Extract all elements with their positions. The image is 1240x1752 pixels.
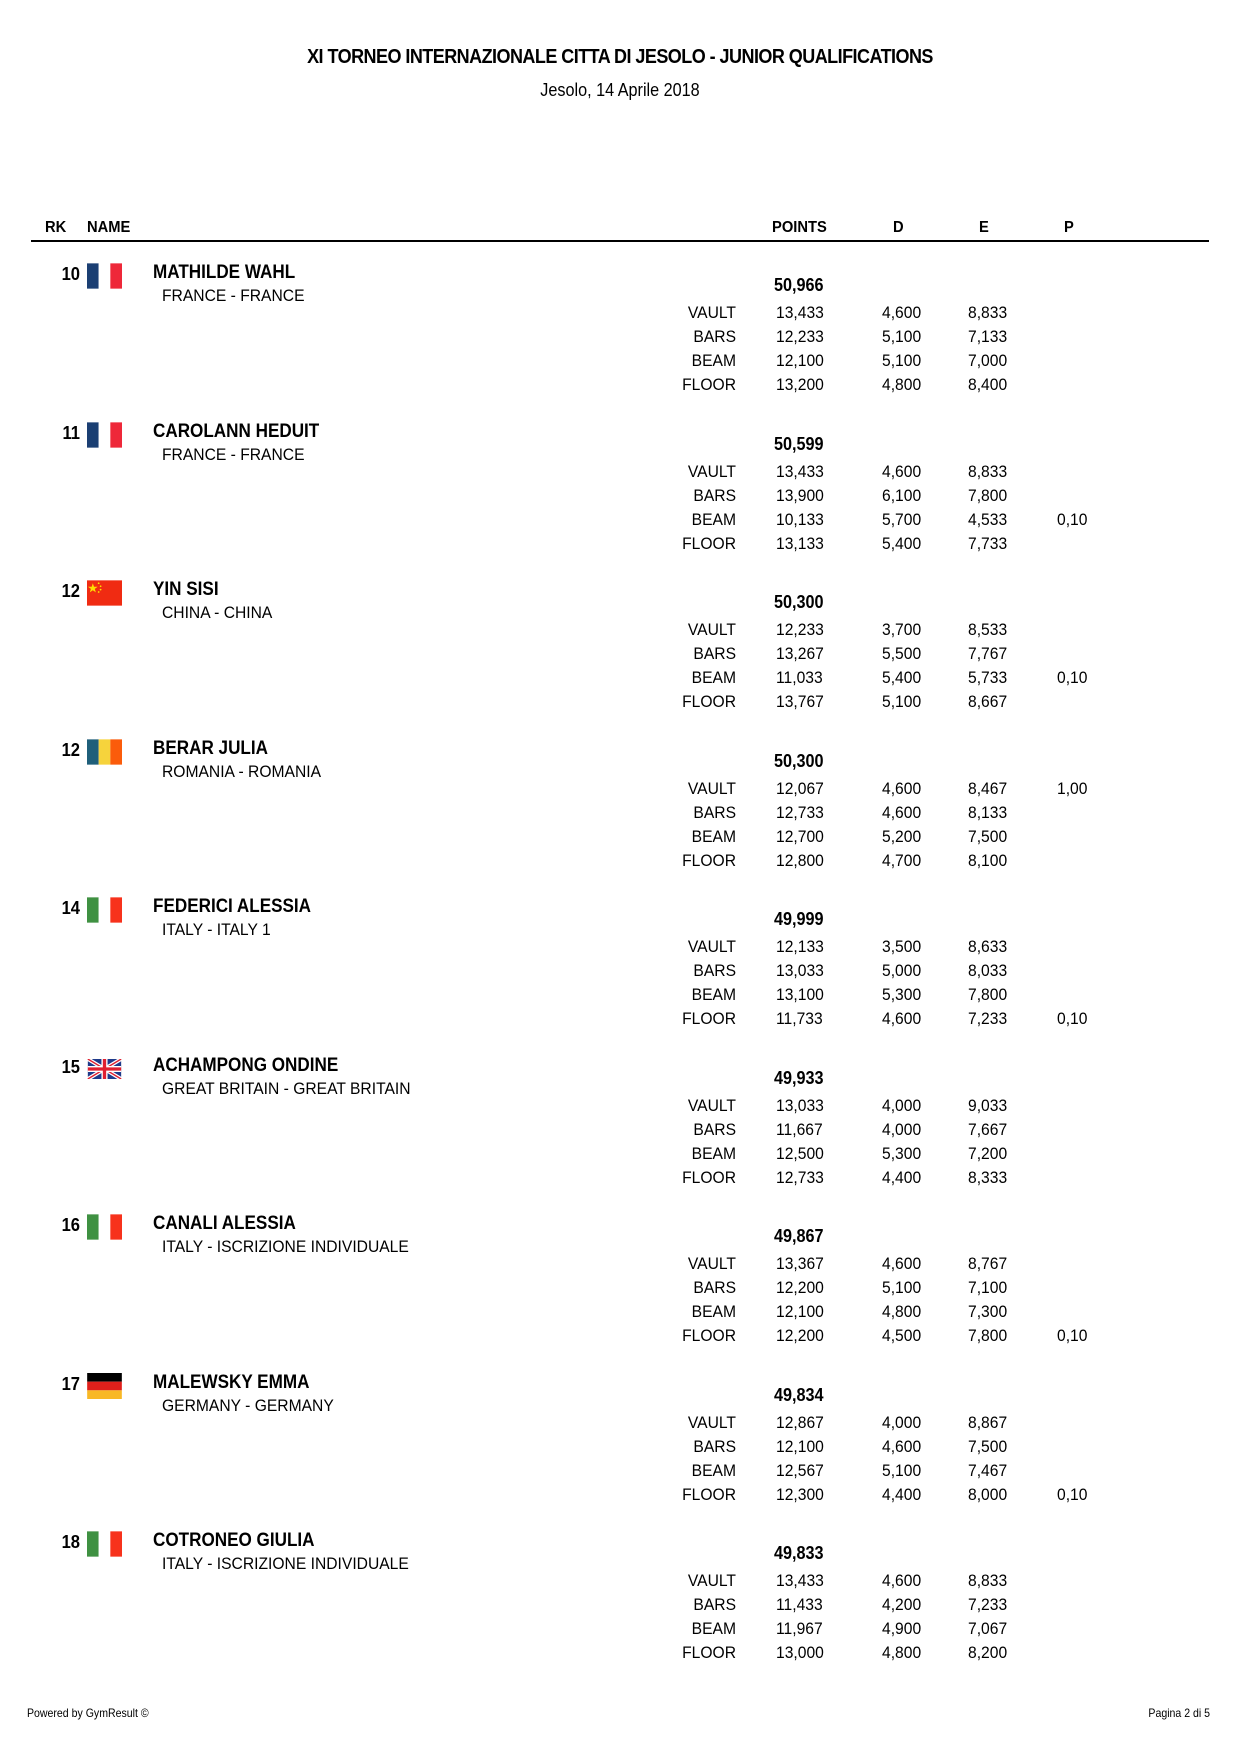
document-subtitle: Jesolo, 14 Aprile 2018 [540,80,700,100]
apparatus-e-score: 7,800 [968,985,1008,1004]
apparatus-d-score: 3,700 [882,620,922,639]
apparatus-name: BEAM [691,826,736,846]
apparatus-points: 12,100 [776,1436,824,1456]
apparatus-penalty: 0,10 [1057,1484,1088,1504]
apparatus-row [0,1096,1240,1120]
apparatus-row [0,1595,1240,1619]
apparatus-name: BARS [693,1278,736,1297]
athlete-team: GERMANY - GERMANY [162,1395,334,1415]
apparatus-name: BARS [693,1119,736,1139]
apparatus-row [0,534,1240,558]
athlete-rank: 15 [61,1056,80,1077]
apparatus-points: 12,500 [776,1143,824,1163]
apparatus-d-score: 5,300 [882,985,922,1004]
apparatus-row [0,1120,1240,1144]
flag-china-icon [87,580,122,606]
apparatus-d-score: 5,100 [882,351,922,370]
apparatus-name: VAULT [687,1254,736,1273]
apparatus-points: 12,233 [776,620,824,639]
apparatus-d-score: 4,000 [882,1412,922,1432]
apparatus-points: 13,033 [776,1095,824,1115]
apparatus-d-score: 4,700 [882,850,922,870]
apparatus-points: 12,100 [776,351,824,370]
apparatus-e-score: 7,800 [968,1326,1008,1345]
athlete-total-points: 50,966 [774,275,824,295]
apparatus-d-score: 5,100 [882,327,922,346]
athlete-name: COTRONEO GIULIA [153,1530,315,1551]
apparatus-row [0,961,1240,985]
apparatus-d-score: 4,800 [882,375,922,394]
apparatus-points: 11,433 [776,1595,823,1614]
apparatus-points: 13,767 [776,692,824,711]
athlete-name: YIN SISI [153,579,219,600]
apparatus-points: 12,067 [776,778,824,798]
apparatus-name: BARS [693,485,736,505]
apparatus-points: 12,867 [776,1412,824,1432]
apparatus-e-score: 7,500 [968,1436,1008,1456]
apparatus-row [0,803,1240,827]
column-header-rk: RK [45,219,67,236]
apparatus-name: VAULT [687,303,736,322]
apparatus-name: BEAM [691,351,736,370]
athlete-entry [0,1199,1240,1359]
athlete-entry [0,882,1240,1042]
apparatus-d-score: 4,600 [882,802,922,822]
apparatus-row [0,1254,1240,1278]
apparatus-name: VAULT [687,1095,736,1115]
apparatus-e-score: 8,000 [968,1484,1008,1504]
flag-italy-icon [87,1531,122,1557]
apparatus-points: 12,200 [776,1278,824,1297]
apparatus-points: 13,133 [776,533,824,553]
apparatus-d-score: 5,000 [882,961,922,980]
column-header-e: E [979,219,989,236]
athlete-team: GREAT BRITAIN - GREAT BRITAIN [162,1078,411,1098]
apparatus-e-score: 7,300 [968,1302,1008,1321]
athlete-rank: 12 [61,739,80,760]
apparatus-points: 13,367 [776,1254,824,1273]
apparatus-name: FLOOR [682,1643,736,1662]
athlete-name: MATHILDE WAHL [153,262,296,283]
apparatus-name: FLOOR [682,1167,736,1187]
footer-page-number: Pagina 2 di 5 [1148,1706,1210,1720]
apparatus-points: 12,800 [776,850,824,870]
apparatus-e-score: 8,833 [968,1571,1008,1590]
athlete-total-points: 49,867 [774,1226,824,1246]
apparatus-row [0,1571,1240,1595]
apparatus-name: FLOOR [682,1009,736,1028]
apparatus-name: BARS [693,644,736,663]
apparatus-points: 11,667 [776,1119,823,1139]
apparatus-points: 11,033 [776,668,823,687]
apparatus-name: BEAM [691,1143,736,1163]
apparatus-points: 11,967 [776,1619,823,1638]
flag-great-britain-icon [87,1056,122,1082]
flag-germany-icon [87,1373,122,1399]
apparatus-d-score: 4,600 [882,1571,922,1590]
athlete-entry [0,407,1240,567]
apparatus-penalty: 0,10 [1057,509,1088,529]
athlete-entry [0,565,1240,725]
apparatus-name: BARS [693,1595,736,1614]
apparatus-e-score: 7,067 [968,1619,1008,1638]
apparatus-penalty: 1,00 [1057,778,1088,798]
apparatus-row [0,351,1240,375]
apparatus-points: 13,433 [776,461,824,481]
apparatus-penalty: 0,10 [1057,668,1088,687]
apparatus-d-score: 4,200 [882,1595,922,1614]
apparatus-d-score: 5,300 [882,1143,922,1163]
apparatus-row [0,1278,1240,1302]
apparatus-name: BEAM [691,668,736,687]
athlete-rank: 14 [61,898,80,918]
apparatus-points: 12,133 [776,937,824,956]
apparatus-points: 10,133 [776,509,824,529]
apparatus-name: FLOOR [682,375,736,394]
apparatus-row [0,375,1240,399]
apparatus-points: 12,733 [776,1167,824,1187]
apparatus-e-score: 7,733 [968,533,1008,553]
apparatus-row [0,985,1240,1009]
apparatus-row [0,692,1240,716]
athlete-team: ITALY - ISCRIZIONE INDIVIDUALE [162,1554,409,1573]
apparatus-e-score: 7,233 [968,1595,1008,1614]
apparatus-e-score: 8,333 [968,1167,1008,1187]
apparatus-d-score: 4,800 [882,1643,922,1662]
apparatus-e-score: 7,200 [968,1143,1008,1163]
athlete-entry [0,1041,1240,1201]
athlete-entry [0,1516,1240,1676]
apparatus-points: 13,433 [776,303,824,322]
apparatus-e-score: 8,200 [968,1643,1008,1662]
apparatus-row [0,327,1240,351]
apparatus-e-score: 7,233 [968,1009,1008,1028]
apparatus-points: 12,567 [776,1460,824,1480]
athlete-name: CAROLANN HEDUIT [153,420,320,442]
flag-romania-icon [87,739,122,765]
apparatus-row [0,462,1240,486]
apparatus-row [0,1413,1240,1437]
apparatus-points: 12,100 [776,1302,824,1321]
footer-powered-by: Powered by GymResult © [27,1706,149,1720]
athlete-rank: 10 [61,264,80,284]
apparatus-row [0,1168,1240,1192]
apparatus-points: 13,433 [776,1571,824,1590]
apparatus-e-score: 8,033 [968,961,1008,980]
apparatus-row [0,937,1240,961]
apparatus-d-score: 3,500 [882,937,922,956]
apparatus-e-score: 7,667 [968,1119,1008,1139]
apparatus-name: VAULT [687,1412,736,1432]
apparatus-d-score: 5,200 [882,826,922,846]
apparatus-row [0,303,1240,327]
apparatus-e-score: 7,133 [968,327,1008,346]
apparatus-d-score: 4,000 [882,1119,922,1139]
flag-france-icon [87,422,122,448]
column-header-points: POINTS [772,219,827,236]
apparatus-row [0,1144,1240,1168]
athlete-team: ITALY - ISCRIZIONE INDIVIDUALE [162,1237,409,1256]
document-title: XI TORNEO INTERNAZIONALE CITTA DI JESOLO - JUNIOR QUALIFICATIONS [307,46,933,68]
apparatus-name: BARS [693,961,736,980]
column-header-p: P [1064,219,1074,236]
apparatus-name: VAULT [687,778,736,798]
apparatus-d-score: 6,100 [882,485,922,505]
apparatus-row [0,827,1240,851]
apparatus-name: BEAM [691,509,736,529]
apparatus-d-score: 5,100 [882,1278,922,1297]
athlete-rank: 16 [61,1215,80,1235]
apparatus-e-score: 8,867 [968,1412,1008,1432]
apparatus-name: BEAM [691,1460,736,1480]
apparatus-e-score: 4,533 [968,509,1008,529]
apparatus-e-score: 9,033 [968,1095,1008,1115]
athlete-rank: 12 [61,581,80,601]
athlete-name: FEDERICI ALESSIA [153,896,312,917]
athlete-entry [0,724,1240,884]
athlete-total-points: 50,599 [774,433,824,454]
apparatus-e-score: 8,767 [968,1254,1008,1273]
apparatus-row [0,668,1240,692]
apparatus-name: VAULT [687,937,736,956]
apparatus-name: BEAM [691,1619,736,1638]
apparatus-points: 12,700 [776,826,824,846]
header-divider [31,240,1209,242]
athlete-entry [0,1358,1240,1518]
apparatus-row [0,1437,1240,1461]
athlete-name: BERAR JULIA [153,737,268,759]
apparatus-points: 13,200 [776,375,824,394]
apparatus-e-score: 5,733 [968,668,1008,687]
apparatus-e-score: 7,000 [968,351,1008,370]
apparatus-points: 13,033 [776,961,824,980]
apparatus-d-score: 4,600 [882,778,922,798]
apparatus-row [0,644,1240,668]
apparatus-d-score: 4,000 [882,1095,922,1115]
apparatus-points: 11,733 [776,1009,823,1028]
apparatus-penalty: 0,10 [1057,1326,1088,1345]
apparatus-e-score: 8,100 [968,850,1008,870]
apparatus-row [0,510,1240,534]
athlete-total-points: 49,834 [774,1384,824,1405]
apparatus-d-score: 4,600 [882,461,922,481]
apparatus-d-score: 4,600 [882,303,922,322]
athlete-total-points: 50,300 [774,592,824,612]
apparatus-points: 13,100 [776,985,824,1004]
apparatus-name: VAULT [687,461,736,481]
athlete-entry [0,248,1240,408]
apparatus-name: BARS [693,327,736,346]
flag-france-icon [87,263,122,289]
apparatus-e-score: 8,667 [968,692,1008,711]
column-header-d: D [893,219,904,236]
apparatus-e-score: 7,767 [968,644,1008,663]
apparatus-d-score: 4,400 [882,1167,922,1187]
apparatus-points: 13,000 [776,1643,824,1662]
apparatus-name: VAULT [687,620,736,639]
apparatus-points: 12,200 [776,1326,824,1345]
apparatus-row [0,1643,1240,1667]
apparatus-points: 13,900 [776,485,824,505]
column-header-name: NAME [87,219,131,236]
athlete-rank: 18 [61,1532,80,1552]
apparatus-d-score: 4,600 [882,1009,922,1028]
athlete-name: CANALI ALESSIA [153,1213,296,1234]
apparatus-e-score: 8,833 [968,303,1008,322]
apparatus-row [0,1302,1240,1326]
apparatus-points: 12,300 [776,1484,824,1504]
apparatus-e-score: 8,133 [968,802,1008,822]
apparatus-e-score: 8,533 [968,620,1008,639]
athlete-rank: 17 [61,1373,80,1394]
flag-italy-icon [87,897,122,923]
apparatus-row [0,1009,1240,1033]
apparatus-d-score: 4,500 [882,1326,922,1345]
athlete-name: ACHAMPONG ONDINE [153,1054,339,1076]
apparatus-d-score: 5,100 [882,692,922,711]
apparatus-e-score: 8,633 [968,937,1008,956]
apparatus-d-score: 5,700 [882,509,922,529]
apparatus-row [0,851,1240,875]
apparatus-e-score: 7,100 [968,1278,1008,1297]
athlete-name: MALEWSKY EMMA [153,1371,310,1393]
apparatus-name: FLOOR [682,1484,736,1504]
apparatus-d-score: 4,600 [882,1436,922,1456]
apparatus-row [0,486,1240,510]
apparatus-name: BEAM [691,985,736,1004]
apparatus-name: BARS [693,802,736,822]
apparatus-name: FLOOR [682,692,736,711]
apparatus-e-score: 8,833 [968,461,1008,481]
athlete-total-points: 49,833 [774,1543,824,1563]
apparatus-d-score: 5,500 [882,644,922,663]
athlete-rank: 11 [62,422,80,443]
apparatus-row [0,1619,1240,1643]
apparatus-d-score: 4,800 [882,1302,922,1321]
apparatus-e-score: 7,467 [968,1460,1008,1480]
apparatus-d-score: 4,600 [882,1254,922,1273]
apparatus-name: VAULT [687,1571,736,1590]
apparatus-row [0,620,1240,644]
apparatus-name: FLOOR [682,1326,736,1345]
apparatus-e-score: 7,500 [968,826,1008,846]
apparatus-row [0,1485,1240,1509]
athlete-total-points: 49,933 [774,1067,824,1088]
apparatus-d-score: 4,900 [882,1619,922,1638]
athlete-team: CHINA - CHINA [162,603,273,622]
apparatus-e-score: 8,400 [968,375,1008,394]
apparatus-d-score: 4,400 [882,1484,922,1504]
apparatus-d-score: 5,400 [882,533,922,553]
apparatus-points: 12,233 [776,327,824,346]
athlete-team: FRANCE - FRANCE [162,286,305,305]
athlete-team: ITALY - ITALY 1 [162,920,271,939]
apparatus-name: BEAM [691,1302,736,1321]
apparatus-d-score: 5,100 [882,1460,922,1480]
apparatus-points: 12,733 [776,802,824,822]
athlete-team: ROMANIA - ROMANIA [162,761,322,781]
flag-italy-icon [87,1214,122,1240]
apparatus-points: 13,267 [776,644,824,663]
apparatus-e-score: 8,467 [968,778,1008,798]
apparatus-name: BARS [693,1436,736,1456]
apparatus-penalty: 0,10 [1057,1009,1088,1028]
apparatus-d-score: 5,400 [882,668,922,687]
athlete-total-points: 49,999 [774,909,824,929]
apparatus-row [0,1326,1240,1350]
apparatus-name: FLOOR [682,533,736,553]
apparatus-row [0,779,1240,803]
apparatus-name: FLOOR [682,850,736,870]
apparatus-e-score: 7,800 [968,485,1008,505]
apparatus-row [0,1461,1240,1485]
athlete-total-points: 50,300 [774,750,824,771]
athlete-team: FRANCE - FRANCE [162,444,305,464]
